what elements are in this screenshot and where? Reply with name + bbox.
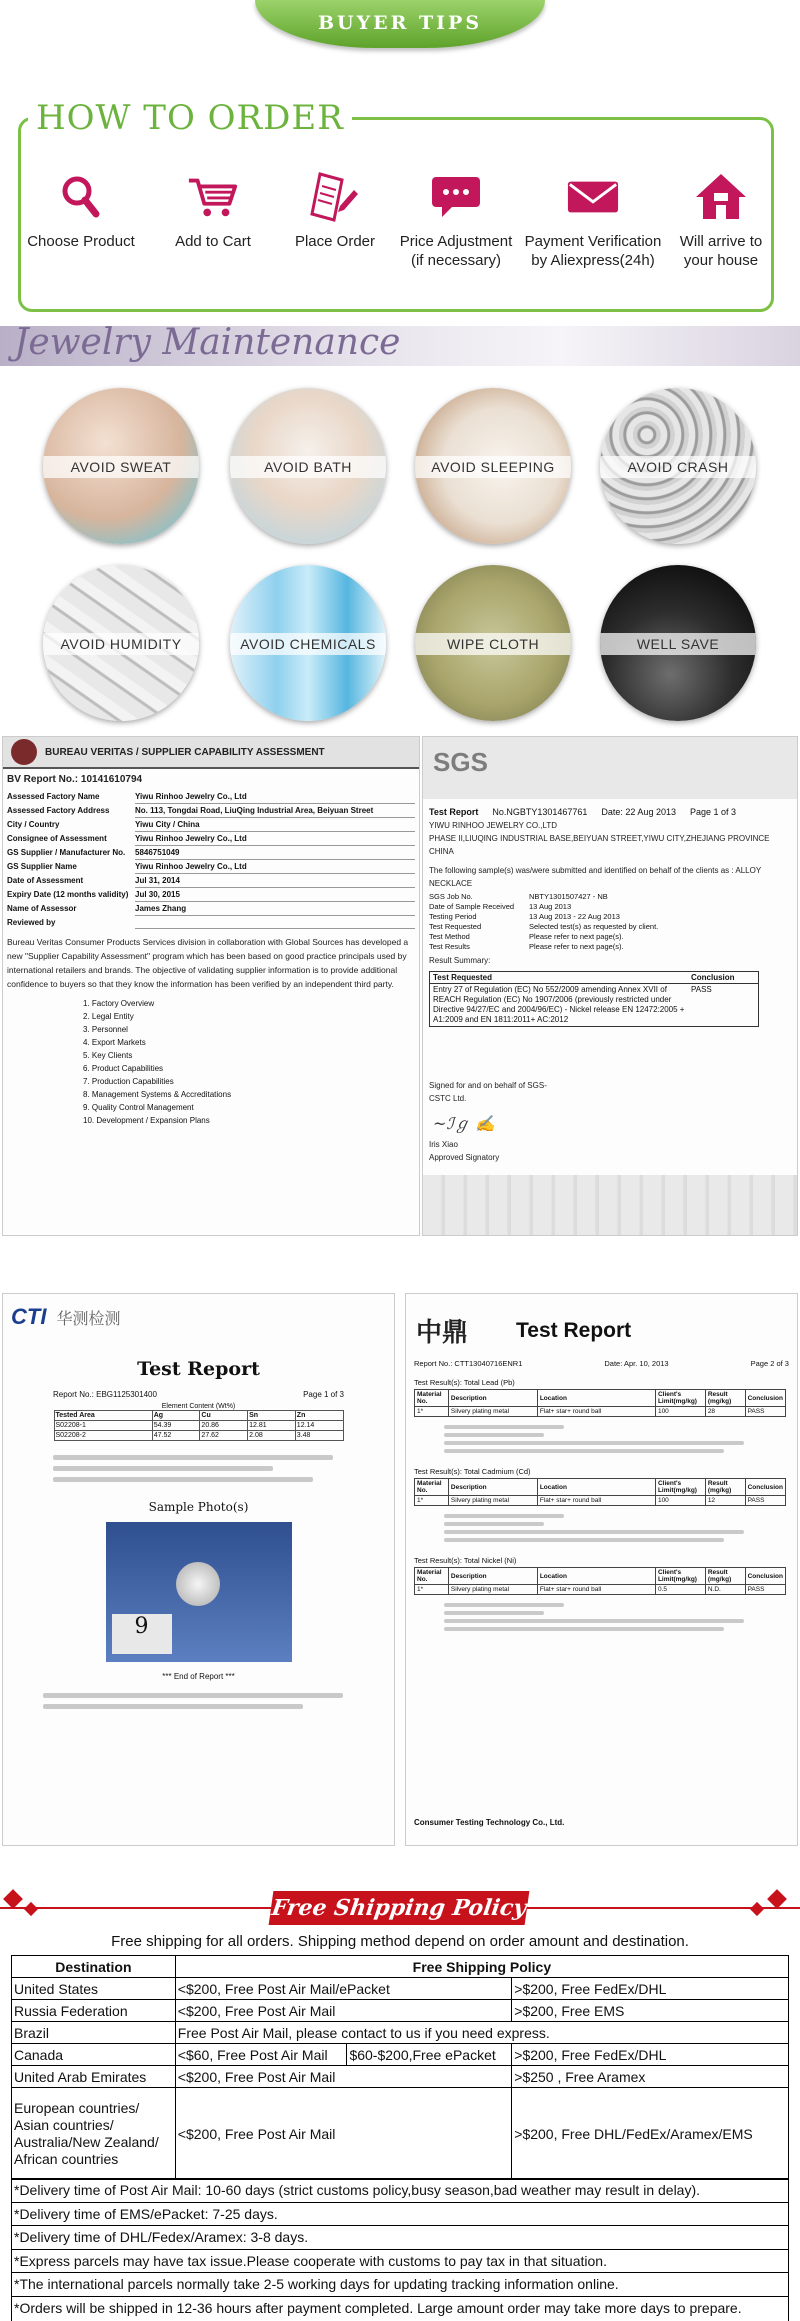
maintenance-label: WIPE CLOTH xyxy=(415,633,571,655)
table-row: Russia Federation <$200, Free Post Air Mail >$200, Free EMS xyxy=(12,2000,789,2022)
bv-list-item: 2. Legal Entity xyxy=(83,1012,134,1021)
cti-report-no: Report No.: EBG1125301400 xyxy=(53,1390,157,1399)
col-policy: Free Shipping Policy xyxy=(175,1956,788,1978)
shipping-notes xyxy=(11,2178,789,2321)
sgs-fields xyxy=(423,892,797,952)
note-item: *Orders will be shipped in 12-36 hours after payment completed. Large amount order may take more days to prepare. xyxy=(14,2299,742,2316)
sgs-field-value: Selected test(s) as requested by client. xyxy=(529,922,659,931)
sgs-field-row xyxy=(429,892,791,902)
bv-list xyxy=(3,995,419,1127)
sgs-title: Test Report xyxy=(429,807,479,817)
bv-report-no: BV Report No.: 10141610794 xyxy=(7,774,143,785)
bv-list-item: 10. Development / Expansion Plans xyxy=(83,1116,210,1125)
cti-page: Page 1 of 3 xyxy=(303,1390,344,1399)
avoid-crash-image xyxy=(600,388,756,544)
sgs-field-value: Please refer to next page(s). xyxy=(529,942,624,951)
order-steps xyxy=(18,170,774,300)
bv-field-row xyxy=(7,916,415,929)
sgs-date: Date: 22 Aug 2013 xyxy=(601,807,676,817)
cti-table: Tested Area Ag Cu Sn Zn S02208-1 54.39 20.86 12.81 12.14 S02208-2 47.52 27.62 2.08 3.48 xyxy=(54,1410,344,1441)
cti-end: *** End of Report *** xyxy=(162,1672,235,1681)
avoid-sweat-image xyxy=(43,388,199,544)
sgs-field-label: Testing Period xyxy=(429,912,477,921)
bv-field-value: Yiwu Rinhoo Jewelry Co., Ltd xyxy=(135,860,415,874)
zhongding-report-no: Report No.: CTT13040716ENR1 xyxy=(414,1359,523,1368)
bv-field-label: GS Supplier Name xyxy=(7,862,77,871)
shipping-title: Free Shipping Policy xyxy=(269,1891,530,1925)
sgs-certificate xyxy=(422,736,798,1236)
zhongding-footer: Consumer Testing Technology Co., Ltd. xyxy=(414,1818,565,1827)
sgs-field-value: NBTY1301507427 - NB xyxy=(529,892,608,901)
envelope-icon xyxy=(566,170,620,224)
well-save-image xyxy=(600,565,756,721)
sgs-col-test: Test Requested xyxy=(433,973,492,982)
bv-field-value: Jul 31, 2014 xyxy=(135,874,415,888)
step-label: Price Adjustment (if necessary) xyxy=(399,233,513,269)
magnifier-icon xyxy=(54,170,108,224)
zhongding-section-title: Test Result(s): Total Nickel (Ni) xyxy=(414,1556,517,1565)
bv-field-row xyxy=(7,846,415,860)
cti-caption: Element Content (Wt%) xyxy=(161,1403,236,1410)
sgs-field-label: Test Requested xyxy=(429,922,482,931)
zhongding-section xyxy=(406,1552,797,1641)
sgs-company: YIWU RINHOO JEWELRY CO.,LTD xyxy=(429,821,558,830)
bv-list-item: 7. Production Capabilities xyxy=(83,1077,174,1086)
sgs-no: No.NGBTY1301467761 xyxy=(492,807,588,817)
bv-list-item: 6. Product Capabilities xyxy=(83,1064,164,1073)
bv-field-row xyxy=(7,832,415,846)
cti-logo-cn: 华测检测 xyxy=(56,1310,121,1328)
sgs-field-row xyxy=(429,902,791,912)
zhongding-section-title: Test Result(s): Total Lead (Pb) xyxy=(414,1378,515,1387)
sgs-test-requested: Entry 27 of Regulation (EC) No 552/2009 amending Annex XVII of REACH Regulation (EC) No 1907/2006 (previously restricted under Directive 94/27/EC and 2004/96/EC) - Nickel release EN 12472:2005 + A1:2009 and EN 1811:2011+ AC:2012 xyxy=(433,985,685,1024)
zhongding-section-title: Test Result(s): Total Cadmium (Cd) xyxy=(414,1467,531,1476)
bv-field-label: Name of Assessor xyxy=(7,904,77,913)
sgs-field-value: 13 Aug 2013 xyxy=(529,902,572,911)
bv-field-row xyxy=(7,874,415,888)
bv-field-value: James Zhang xyxy=(135,902,415,916)
bv-field-row xyxy=(7,888,415,902)
signature-mark: ~ℐℊ ✍ xyxy=(433,1114,495,1133)
sgs-signed: Signed for and on behalf of SGS-CSTC Ltd. xyxy=(429,1081,547,1103)
table-row: Canada <$60, Free Post Air Mail $60-$200,Free ePacket >$200, Free FedEx/DHL xyxy=(12,2044,789,2066)
bv-field-label: Reviewed by xyxy=(7,918,56,927)
zhongding-sections xyxy=(406,1374,797,1641)
zhongding-table: Material No. Description Location Client's Limit(mg/kg) Result (mg/kg) Conclusion 1* Silvery plating metal Flat+ star+ round ball 100 28 PASS xyxy=(414,1389,786,1417)
bv-field-label: Assessed Factory Address xyxy=(7,806,110,815)
step-label: Add to Cart xyxy=(175,233,251,250)
sgs-sample: The following sample(s) was/were submitted and identified on behalf of the clients as : ALLOY NECKLACE xyxy=(429,866,762,888)
step-label: Place Order xyxy=(294,233,376,250)
table-header-row xyxy=(12,1956,789,1978)
bv-field-label: Expiry Date (12 months validity) xyxy=(7,890,129,899)
step-arrive-house xyxy=(666,170,776,270)
sgs-logo: SGS xyxy=(433,747,488,777)
cti-certificate xyxy=(2,1293,395,1846)
bv-field-label: Consignee of Assessment xyxy=(7,834,107,843)
zhongding-table: Material No. Description Location Client's Limit(mg/kg) Result (mg/kg) Conclusion 1* Silvery plating metal Flat+ star+ round ball 100 12 PASS xyxy=(414,1478,786,1506)
step-payment-verification xyxy=(518,170,668,270)
sgs-field-row xyxy=(429,932,791,942)
shipping-table xyxy=(11,1955,789,2180)
step-add-to-cart xyxy=(148,170,278,251)
bv-field-value: No. 113, Tongdai Road, LiuQing Industrial Area, Beiyuan Street xyxy=(135,804,415,818)
zhongding-certificate xyxy=(405,1293,798,1846)
sgs-field-label: SGS Job No. xyxy=(429,892,473,901)
zhongding-date: Date: Apr. 10, 2013 xyxy=(604,1359,669,1368)
bv-list-item: 8. Management Systems & Accreditations xyxy=(83,1090,232,1099)
table-row: Brazil Free Post Air Mail, please contact to us if you need express. xyxy=(12,2022,789,2044)
bv-header: BUREAU VERITAS / SUPPLIER CAPABILITY ASSESSMENT xyxy=(45,746,325,758)
zhongding-section xyxy=(406,1463,797,1552)
step-place-order xyxy=(270,170,400,251)
bv-list-item: 5. Key Clients xyxy=(83,1051,133,1060)
step-label: Payment Verification by Aliexpress(24h) xyxy=(524,233,662,269)
sample-photo: 9 xyxy=(106,1522,292,1662)
bv-field-label: City / Country xyxy=(7,820,60,829)
sgs-field-label: Test Results xyxy=(429,942,470,951)
maintenance-label: AVOID CHEMICALS xyxy=(230,633,386,655)
bv-field-value: Yiwu Rinhoo Jewelry Co., Ltd xyxy=(135,790,415,804)
avoid-humidity-image xyxy=(43,565,199,721)
bv-fields xyxy=(3,788,419,931)
bv-field-value xyxy=(135,916,415,929)
maintenance-label: AVOID HUMIDITY xyxy=(43,633,199,655)
note-item: *The international parcels normally take 2-5 working days for updating tracking information online. xyxy=(12,2273,788,2297)
sgs-field-value: Please refer to next page(s). xyxy=(529,932,624,941)
zhongding-section xyxy=(406,1374,797,1463)
zhongding-title: Test Report xyxy=(516,1318,632,1342)
bv-list-item: 9. Quality Control Management xyxy=(83,1103,194,1112)
bv-field-label: Date of Assessment xyxy=(7,876,84,885)
note-item: *Delivery time of DHL/Fedex/Aramex: 3-8 days. xyxy=(12,2226,788,2250)
note-item: *Delivery time of EMS/ePacket: 7-25 days. xyxy=(12,2203,788,2227)
how-to-order-title: HOW TO ORDER xyxy=(28,98,352,138)
sgs-field-label: Test Method xyxy=(429,932,470,941)
bv-field-value: Yiwu City / China xyxy=(135,818,415,832)
avoid-sleeping-image xyxy=(415,388,571,544)
maintenance-label: WELL SAVE xyxy=(600,633,756,655)
maintenance-label: AVOID SLEEPING xyxy=(415,456,571,478)
maintenance-title: Jewelry Maintenance xyxy=(14,322,401,363)
maintenance-label: AVOID CRASH xyxy=(600,456,756,478)
table-row: European countries/ Asian countries/ Australia/New Zealand/ African countries <$200, Free Post Air Mail >$200, Free DHL/FedEx/Aramex/EMS xyxy=(12,2088,789,2180)
bv-field-label: Assessed Factory Name xyxy=(7,792,100,801)
zhongding-page: Page 2 of 3 xyxy=(750,1359,789,1368)
avoid-bath-image xyxy=(230,388,386,544)
sgs-conclusion: PASS xyxy=(691,985,712,994)
step-label: Choose Product xyxy=(27,233,135,250)
cti-sample-title: Sample Photo(s) xyxy=(148,1500,249,1514)
step-price-adjustment xyxy=(386,170,526,270)
sgs-col-conclusion: Conclusion xyxy=(691,973,735,982)
cart-icon xyxy=(186,170,240,224)
sgs-field-row xyxy=(429,942,791,952)
note-item: *Delivery time of Post Air Mail: 10-60 days (strict customs policy,busy season,bad weather may result in delay). xyxy=(12,2179,788,2203)
sgs-field-row xyxy=(429,922,791,932)
bureau-veritas-certificate xyxy=(2,736,420,1236)
shipping-subtitle: Free shipping for all orders. Shipping method depend on order amount and destination. xyxy=(111,1933,689,1950)
bv-field-value: Yiwu Rinhoo Jewelry Co., Ltd xyxy=(135,832,415,846)
bureau-veritas-logo xyxy=(11,739,37,765)
buyer-tips-banner xyxy=(255,0,545,58)
sgs-address: PHASE II,LIUQING INDUSTRIAL BASE,BEIYUAN STREET,YIWU CITY,ZHEJIANG PROVINCE CHINA xyxy=(429,834,770,856)
sgs-signer: Iris Xiao xyxy=(429,1140,458,1149)
table-row: United States <$200, Free Post Air Mail/ePacket >$200, Free FedEx/DHL xyxy=(12,1978,789,2000)
order-form-icon xyxy=(308,170,362,224)
bv-field-row xyxy=(7,818,415,832)
bv-field-value: 5846751049 xyxy=(135,846,415,860)
bv-list-item: 3. Personnel xyxy=(83,1025,128,1034)
cti-title: Test Report xyxy=(137,1358,260,1380)
sgs-summary: Result Summary: xyxy=(429,956,491,965)
bv-list-item: 1. Factory Overview xyxy=(83,999,155,1008)
bv-field-row xyxy=(7,804,415,818)
banner-title: BUYER TIPS xyxy=(317,12,483,34)
bv-field-row xyxy=(7,860,415,874)
sgs-page: Page 1 of 3 xyxy=(689,807,737,817)
bv-list-item: 4. Export Markets xyxy=(83,1038,146,1047)
sgs-field-value: 13 Aug 2013 - 22 Aug 2013 xyxy=(529,912,620,921)
maintenance-label: AVOID SWEAT xyxy=(43,456,199,478)
maintenance-label: AVOID BATH xyxy=(230,456,386,478)
col-destination: Destination xyxy=(12,1956,176,1978)
house-icon xyxy=(694,170,748,224)
zhongding-table: Material No. Description Location Client's Limit(mg/kg) Result (mg/kg) Conclusion 1* Silvery plating metal Flat+ star+ round ball 0.5 N.D. PASS xyxy=(414,1567,786,1595)
bv-field-row xyxy=(7,902,415,916)
step-label: Will arrive to your house xyxy=(679,233,763,269)
sgs-field-row xyxy=(429,912,791,922)
bv-paragraph: Bureau Veritas Consumer Products Services division in collaboration with Global Sources has developed a new "Supplier Capability Assessment" program which has been based on good practice principals used by international retailers and brands. The objective of validating supplier information is to provide additional confidence to buyers so that they know the information has been verified by an independent third party. xyxy=(7,937,409,989)
bv-field-value: Jul 30, 2015 xyxy=(135,888,415,902)
sgs-signer-role: Approved Signatory xyxy=(429,1153,500,1162)
table-row: United Arab Emirates <$200, Free Post Air Mail >$250 , Free Aramex xyxy=(12,2066,789,2088)
zhongding-logo: 中鼎 xyxy=(416,1317,469,1347)
avoid-chemicals-image xyxy=(230,565,386,721)
wipe-cloth-image xyxy=(415,565,571,721)
bv-field-row xyxy=(7,790,415,804)
note-item: *Express parcels may have tax issue.Please cooperate with customs to pay tax in that situation. xyxy=(12,2250,788,2274)
cti-logo: CTI xyxy=(11,1304,47,1329)
step-choose-product xyxy=(16,170,146,251)
sgs-field-label: Date of Sample Received xyxy=(429,902,515,911)
bv-field-label: GS Supplier / Manufacturer No. xyxy=(7,848,126,857)
chat-bubble-icon xyxy=(429,170,483,224)
